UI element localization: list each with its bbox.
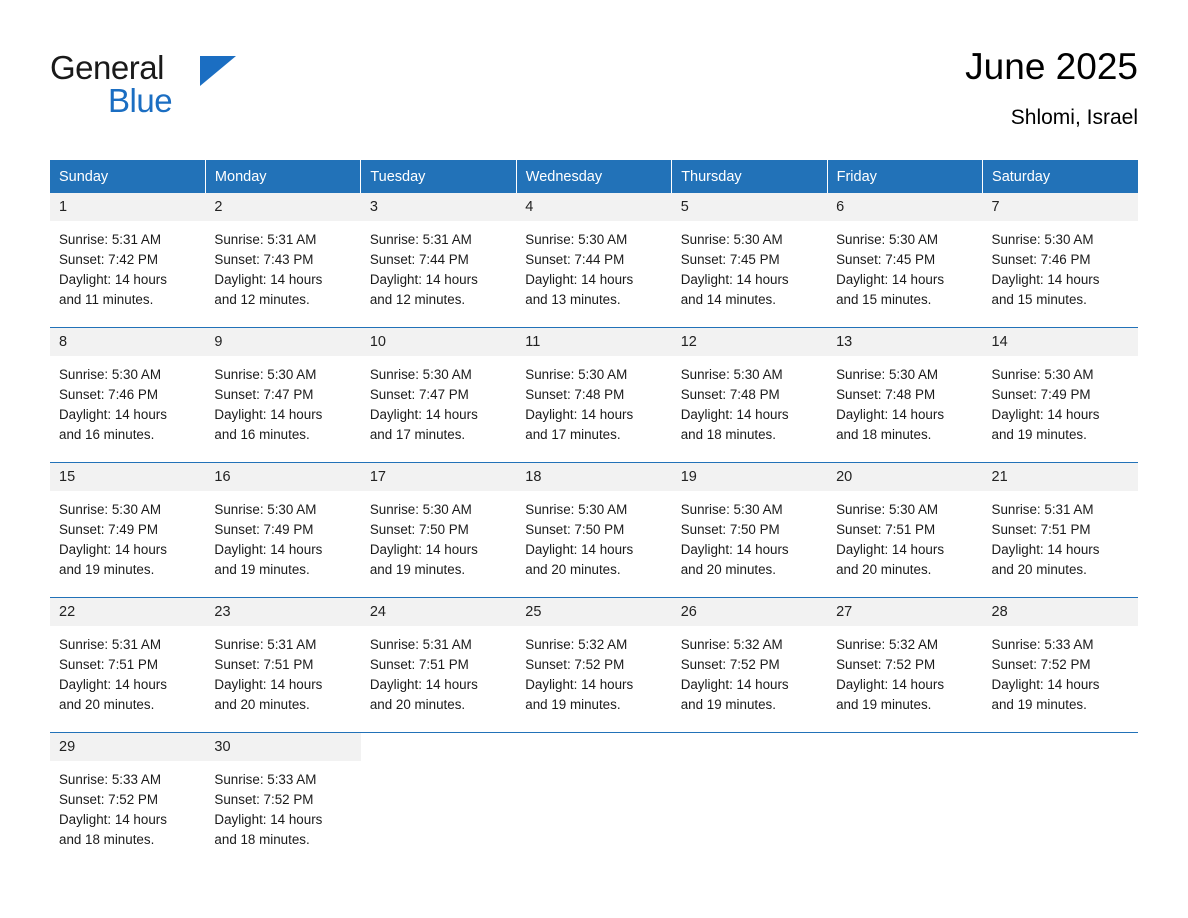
day-info — [827, 626, 982, 715]
daylight-text-1: Daylight: 14 hours — [369, 542, 478, 557]
day-number: 21 — [983, 463, 1138, 491]
day-info — [205, 626, 360, 715]
day-info — [516, 356, 671, 445]
day-number: 27 — [827, 598, 982, 626]
sunset-text: Sunset: 7:51 PM — [214, 657, 314, 672]
daylight-text-1: Daylight: 14 hours — [680, 677, 789, 692]
daylight-text-1: Daylight: 14 hours — [369, 407, 478, 422]
calendar-week-row — [50, 463, 1138, 598]
day-cell-empty — [361, 733, 516, 868]
title-block — [965, 44, 1138, 130]
daylight-text-2: and 18 minutes. — [59, 832, 155, 847]
day-number: 8 — [50, 328, 205, 356]
day-info — [516, 221, 671, 310]
day-cell[interactable] — [50, 463, 205, 598]
daylight-text-1: Daylight: 14 hours — [525, 407, 634, 422]
day-cell-empty — [516, 733, 671, 868]
day-info — [672, 626, 827, 715]
sunset-text: Sunset: 7:44 PM — [369, 252, 469, 267]
day-cell[interactable] — [361, 463, 516, 598]
sunset-text: Sunset: 7:46 PM — [59, 387, 158, 402]
day-info — [516, 626, 671, 715]
day-cell[interactable] — [50, 328, 205, 463]
day-cell[interactable] — [205, 598, 360, 733]
daylight-text-1: Daylight: 14 hours — [525, 272, 634, 287]
daylight-text-1: Daylight: 14 hours — [680, 407, 789, 422]
calendar-table — [50, 160, 1138, 867]
day-info — [50, 761, 205, 850]
daylight-text-1: Daylight: 14 hours — [369, 677, 478, 692]
day-number: 1 — [50, 193, 205, 221]
day-number: 3 — [361, 193, 516, 221]
sunset-text: Sunset: 7:51 PM — [836, 522, 936, 537]
day-number: 17 — [361, 463, 516, 491]
day-info — [50, 221, 205, 310]
sunrise-text: Sunrise: 5:32 AM — [680, 637, 783, 652]
day-info — [205, 221, 360, 310]
daylight-text-1: Daylight: 14 hours — [836, 407, 945, 422]
day-cell[interactable] — [672, 463, 827, 598]
sunset-text: Sunset: 7:52 PM — [214, 792, 314, 807]
day-cell[interactable] — [827, 598, 982, 733]
daylight-text-2: and 20 minutes. — [680, 562, 776, 577]
calendar-week-row — [50, 328, 1138, 463]
day-number: 29 — [50, 733, 205, 761]
day-cell[interactable] — [361, 598, 516, 733]
daylight-text-2: and 18 minutes. — [214, 832, 310, 847]
sunrise-text: Sunrise: 5:30 AM — [680, 367, 783, 382]
calendar-week-row — [50, 193, 1138, 328]
daylight-text-2: and 20 minutes. — [59, 697, 155, 712]
day-number: 5 — [672, 193, 827, 221]
daylight-text-1: Daylight: 14 hours — [991, 677, 1100, 692]
day-number: 23 — [205, 598, 360, 626]
daylight-text-1: Daylight: 14 hours — [59, 677, 167, 692]
brand-name-blue: Blue — [108, 82, 173, 119]
sunrise-text: Sunrise: 5:31 AM — [369, 637, 472, 652]
sunset-text: Sunset: 7:51 PM — [59, 657, 158, 672]
sunrise-text: Sunrise: 5:31 AM — [59, 232, 161, 247]
calendar-week-row — [50, 598, 1138, 733]
day-number: 16 — [205, 463, 360, 491]
day-info — [983, 221, 1138, 310]
sunrise-text: Sunrise: 5:30 AM — [680, 502, 783, 517]
daylight-text-1: Daylight: 14 hours — [214, 812, 323, 827]
day-number: 19 — [672, 463, 827, 491]
sunrise-text: Sunrise: 5:31 AM — [214, 232, 317, 247]
day-number: 4 — [516, 193, 671, 221]
sunset-text: Sunset: 7:48 PM — [680, 387, 780, 402]
day-number: 12 — [672, 328, 827, 356]
daylight-text-2: and 17 minutes. — [369, 427, 466, 442]
triangle-icon — [200, 56, 236, 86]
daylight-text-1: Daylight: 14 hours — [214, 407, 323, 422]
day-info — [672, 356, 827, 445]
day-info — [827, 491, 982, 580]
day-cell[interactable] — [205, 733, 360, 868]
day-cell[interactable] — [827, 328, 982, 463]
day-cell[interactable] — [50, 193, 205, 328]
daylight-text-1: Daylight: 14 hours — [59, 542, 167, 557]
sunset-text: Sunset: 7:51 PM — [369, 657, 469, 672]
day-cell[interactable] — [516, 598, 671, 733]
daylight-text-1: Daylight: 14 hours — [59, 272, 167, 287]
daylight-text-1: Daylight: 14 hours — [214, 542, 323, 557]
day-info — [827, 356, 982, 445]
location-label: Shlomi, Israel — [1010, 106, 1138, 129]
daylight-text-2: and 12 minutes. — [214, 292, 310, 307]
day-cell[interactable] — [983, 598, 1138, 733]
day-cell[interactable] — [361, 193, 516, 328]
daylight-text-1: Daylight: 14 hours — [680, 542, 789, 557]
day-info — [50, 491, 205, 580]
day-cell[interactable] — [205, 328, 360, 463]
sunset-text: Sunset: 7:52 PM — [991, 657, 1091, 672]
daylight-text-1: Daylight: 14 hours — [991, 407, 1100, 422]
daylight-text-2: and 11 minutes. — [59, 292, 154, 307]
sunrise-text: Sunrise: 5:30 AM — [680, 232, 783, 247]
weekday-thursday: Thursday — [672, 160, 827, 193]
sunrise-text: Sunrise: 5:30 AM — [525, 367, 628, 382]
day-cell[interactable] — [983, 328, 1138, 463]
daylight-text-1: Daylight: 14 hours — [214, 272, 323, 287]
sunset-text: Sunset: 7:51 PM — [991, 522, 1091, 537]
day-info — [361, 491, 516, 580]
day-number: 30 — [205, 733, 360, 761]
sunrise-text: Sunrise: 5:30 AM — [991, 232, 1094, 247]
sunset-text: Sunset: 7:50 PM — [680, 522, 780, 537]
sunrise-text: Sunrise: 5:30 AM — [59, 502, 161, 517]
day-number: 14 — [983, 328, 1138, 356]
day-cell-empty — [983, 733, 1138, 868]
day-info — [205, 491, 360, 580]
daylight-text-2: and 13 minutes. — [525, 292, 621, 307]
daylight-text-2: and 16 minutes. — [214, 427, 310, 442]
day-cell[interactable] — [827, 463, 982, 598]
sunset-text: Sunset: 7:44 PM — [525, 252, 625, 267]
daylight-text-1: Daylight: 14 hours — [525, 542, 634, 557]
sunrise-text: Sunrise: 5:31 AM — [214, 637, 317, 652]
sunset-text: Sunset: 7:47 PM — [214, 387, 314, 402]
day-info — [361, 356, 516, 445]
daylight-text-1: Daylight: 14 hours — [836, 677, 945, 692]
sunset-text: Sunset: 7:50 PM — [369, 522, 469, 537]
day-info — [361, 626, 516, 715]
sunset-text: Sunset: 7:42 PM — [59, 252, 158, 267]
sunrise-text: Sunrise: 5:30 AM — [214, 502, 317, 517]
day-cell[interactable] — [672, 193, 827, 328]
day-info — [983, 626, 1138, 715]
sunrise-text: Sunrise: 5:32 AM — [836, 637, 939, 652]
sunset-text: Sunset: 7:52 PM — [680, 657, 780, 672]
daylight-text-2: and 20 minutes. — [836, 562, 932, 577]
day-cell[interactable] — [827, 193, 982, 328]
daylight-text-2: and 12 minutes. — [369, 292, 466, 307]
daylight-text-2: and 19 minutes. — [525, 697, 621, 712]
day-cell[interactable] — [361, 328, 516, 463]
sunrise-text: Sunrise: 5:31 AM — [59, 637, 161, 652]
sunset-text: Sunset: 7:49 PM — [59, 522, 158, 537]
sunrise-text: Sunrise: 5:30 AM — [369, 502, 472, 517]
daylight-text-2: and 19 minutes. — [59, 562, 155, 577]
calendar-week-row — [50, 733, 1138, 868]
daylight-text-1: Daylight: 14 hours — [369, 272, 478, 287]
daylight-text-2: and 19 minutes. — [369, 562, 466, 577]
weekday-tuesday: Tuesday — [361, 160, 516, 193]
daylight-text-1: Daylight: 14 hours — [59, 407, 167, 422]
daylight-text-1: Daylight: 14 hours — [214, 677, 323, 692]
day-number: 9 — [205, 328, 360, 356]
sunset-text: Sunset: 7:48 PM — [525, 387, 625, 402]
daylight-text-2: and 19 minutes. — [991, 427, 1087, 442]
day-number: 13 — [827, 328, 982, 356]
sunset-text: Sunset: 7:49 PM — [991, 387, 1091, 402]
day-cell[interactable] — [672, 328, 827, 463]
day-cell[interactable] — [672, 598, 827, 733]
day-cell-empty — [827, 733, 982, 868]
daylight-text-2: and 20 minutes. — [525, 562, 621, 577]
day-cell[interactable] — [516, 328, 671, 463]
day-number: 15 — [50, 463, 205, 491]
daylight-text-2: and 18 minutes. — [680, 427, 776, 442]
day-info — [50, 356, 205, 445]
sunrise-text: Sunrise: 5:30 AM — [59, 367, 161, 382]
sunset-text: Sunset: 7:43 PM — [214, 252, 314, 267]
daylight-text-2: and 19 minutes. — [836, 697, 932, 712]
day-cell-empty — [672, 733, 827, 868]
day-cell[interactable] — [205, 193, 360, 328]
weekday-friday: Friday — [827, 160, 982, 193]
sunrise-text: Sunrise: 5:33 AM — [59, 772, 161, 787]
weekday-wednesday: Wednesday — [516, 160, 671, 193]
daylight-text-2: and 20 minutes. — [369, 697, 466, 712]
sunrise-text: Sunrise: 5:30 AM — [369, 367, 472, 382]
day-info — [983, 356, 1138, 445]
daylight-text-2: and 19 minutes. — [991, 697, 1087, 712]
day-info — [205, 761, 360, 850]
day-number: 7 — [983, 193, 1138, 221]
sunrise-text: Sunrise: 5:31 AM — [991, 502, 1094, 517]
weekday-header-row — [50, 160, 1138, 193]
day-info — [361, 221, 516, 310]
day-info — [516, 491, 671, 580]
brand-name-general: General — [50, 49, 164, 86]
daylight-text-1: Daylight: 14 hours — [991, 542, 1100, 557]
sunset-text: Sunset: 7:47 PM — [369, 387, 469, 402]
sunrise-text: Sunrise: 5:30 AM — [836, 232, 939, 247]
day-cell[interactable] — [516, 193, 671, 328]
day-info — [983, 491, 1138, 580]
page-title: June 2025 — [965, 46, 1138, 87]
weekday-sunday: Sunday — [50, 160, 205, 193]
daylight-text-2: and 19 minutes. — [214, 562, 310, 577]
day-number: 10 — [361, 328, 516, 356]
day-number: 22 — [50, 598, 205, 626]
day-number: 2 — [205, 193, 360, 221]
day-cell[interactable] — [205, 463, 360, 598]
day-number: 25 — [516, 598, 671, 626]
daylight-text-2: and 15 minutes. — [991, 292, 1087, 307]
weekday-saturday: Saturday — [983, 160, 1138, 193]
day-number: 28 — [983, 598, 1138, 626]
sunrise-text: Sunrise: 5:30 AM — [836, 502, 939, 517]
sunset-text: Sunset: 7:52 PM — [59, 792, 158, 807]
sunrise-text: Sunrise: 5:30 AM — [836, 367, 939, 382]
day-cell[interactable] — [516, 463, 671, 598]
day-info — [672, 221, 827, 310]
sunset-text: Sunset: 7:50 PM — [525, 522, 625, 537]
daylight-text-1: Daylight: 14 hours — [525, 677, 634, 692]
day-info — [50, 626, 205, 715]
daylight-text-2: and 19 minutes. — [680, 697, 776, 712]
day-cell[interactable] — [50, 598, 205, 733]
sunset-text: Sunset: 7:45 PM — [836, 252, 936, 267]
sunrise-text: Sunrise: 5:33 AM — [214, 772, 317, 787]
daylight-text-2: and 16 minutes. — [59, 427, 155, 442]
sunrise-text: Sunrise: 5:31 AM — [369, 232, 472, 247]
daylight-text-2: and 15 minutes. — [836, 292, 932, 307]
sunrise-text: Sunrise: 5:30 AM — [525, 232, 628, 247]
day-number: 18 — [516, 463, 671, 491]
sunrise-text: Sunrise: 5:33 AM — [991, 637, 1094, 652]
day-cell[interactable] — [983, 193, 1138, 328]
daylight-text-2: and 20 minutes. — [214, 697, 310, 712]
sunset-text: Sunset: 7:48 PM — [836, 387, 936, 402]
daylight-text-1: Daylight: 14 hours — [680, 272, 789, 287]
daylight-text-2: and 18 minutes. — [836, 427, 932, 442]
sunrise-text: Sunrise: 5:30 AM — [525, 502, 628, 517]
daylight-text-2: and 20 minutes. — [991, 562, 1087, 577]
day-info — [672, 491, 827, 580]
day-info — [827, 221, 982, 310]
day-info — [205, 356, 360, 445]
daylight-text-1: Daylight: 14 hours — [991, 272, 1100, 287]
daylight-text-1: Daylight: 14 hours — [59, 812, 167, 827]
weekday-monday: Monday — [205, 160, 360, 193]
page-header — [50, 44, 1138, 140]
sunset-text: Sunset: 7:45 PM — [680, 252, 780, 267]
day-cell[interactable] — [50, 733, 205, 868]
day-number: 20 — [827, 463, 982, 491]
sunrise-text: Sunrise: 5:32 AM — [525, 637, 628, 652]
day-cell[interactable] — [983, 463, 1138, 598]
sunset-text: Sunset: 7:49 PM — [214, 522, 314, 537]
sunset-text: Sunset: 7:52 PM — [836, 657, 936, 672]
brand-logo — [50, 44, 250, 130]
sunrise-text: Sunrise: 5:30 AM — [991, 367, 1094, 382]
daylight-text-1: Daylight: 14 hours — [836, 542, 945, 557]
sunset-text: Sunset: 7:46 PM — [991, 252, 1091, 267]
day-number: 6 — [827, 193, 982, 221]
daylight-text-2: and 17 minutes. — [525, 427, 621, 442]
day-number: 26 — [672, 598, 827, 626]
sunrise-text: Sunrise: 5:30 AM — [214, 367, 317, 382]
day-number: 11 — [516, 328, 671, 356]
daylight-text-1: Daylight: 14 hours — [836, 272, 945, 287]
sunset-text: Sunset: 7:52 PM — [525, 657, 625, 672]
day-number: 24 — [361, 598, 516, 626]
daylight-text-2: and 14 minutes. — [680, 292, 776, 307]
